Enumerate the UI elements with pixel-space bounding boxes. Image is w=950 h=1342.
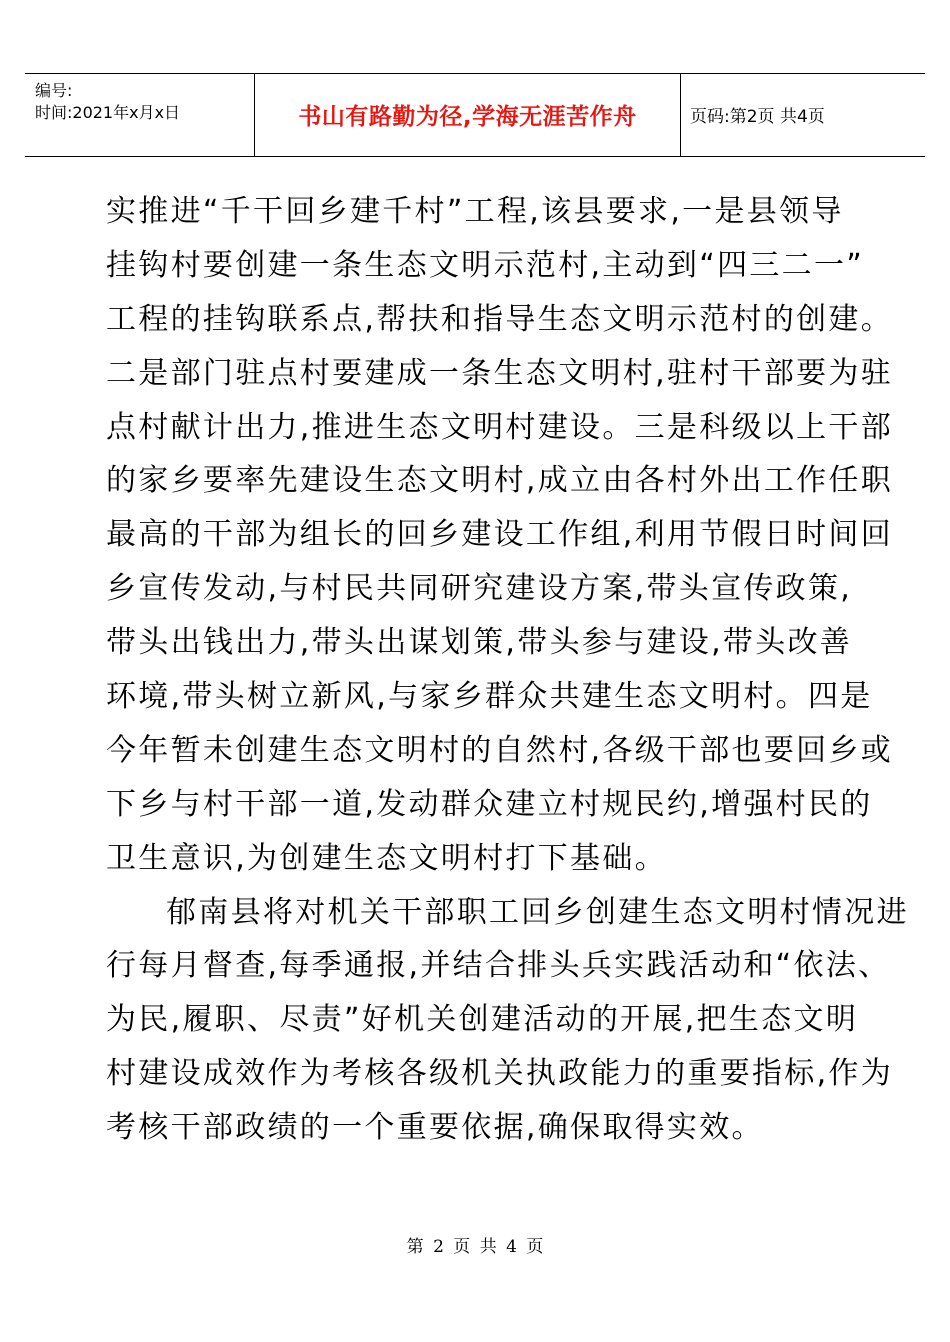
time-label: 时间:2021年x月x日 (35, 103, 181, 122)
text-line: 的家乡要率先建设生态文明村,成立由各村外出工作任职 (106, 463, 894, 499)
text-line: 考核干部政绩的一个重要依据,确保取得实效。 (106, 1110, 764, 1146)
text-line: 实推进“千干回乡建千村”工程,该县要求,一是县领导 (106, 194, 844, 229)
header-motto: 书山有路勤为径,学海无涯苦作舟 (298, 104, 637, 130)
header-meta (35, 80, 255, 124)
header-page-info: 页码:第2页 共4页 (690, 107, 825, 127)
text-line: 工程的挂钩联系点,帮扶和指导生态文明示范村的创建。 (106, 301, 894, 337)
doc-number-label: 编号: (35, 81, 73, 100)
body-text (106, 185, 909, 1155)
text-line: 卫生意识,为创建生态文明村打下基础。 (106, 840, 667, 876)
page-footer: 第 2 页 共 4 页 (406, 1237, 544, 1257)
paragraph-first-line: 郁南县将对机关干部职工回乡创建生态文明村情况进 (166, 894, 909, 930)
text-line: 最高的干部为组长的回乡建设工作组,利用节假日时间回 (106, 517, 894, 553)
text-line: 今年暂未创建生态文明村的自然村,各级干部也要回乡或 (106, 732, 894, 768)
text-line: 下乡与村干部一道,发动群众建立村规民约,增强村民的 (106, 786, 873, 822)
text-line: 点村献计出力,推进生态文明村建设。三是科级以上干部 (106, 409, 894, 445)
document-header (25, 73, 925, 157)
text-line: 环境,带头树立新风,与家乡群众共建生态文明村。四是 (106, 679, 873, 715)
text-line: 乡宣传发动,与村民共同研究建设方案,带头宣传政策, (106, 571, 853, 607)
text-line: 二是部门驻点村要建成一条生态文明村,驻村干部要为驻 (106, 355, 894, 391)
text-line: 为民,履职、尽责”好机关创建活动的开展,把生态文明 (106, 1002, 859, 1038)
text-line: 村建设成效作为考核各级机关执政能力的重要指标,作为 (106, 1056, 894, 1092)
text-line: 挂钩村要创建一条生态文明示范村,主动到“四三二一” (106, 247, 865, 283)
header-divider (680, 74, 681, 156)
text-line: 行每月督查,每季通报,并结合排头兵实践活动和“依法、 (106, 948, 891, 984)
text-line: 带头出钱出力,带头出谋划策,带头参与建设,带头改善 (106, 625, 853, 661)
